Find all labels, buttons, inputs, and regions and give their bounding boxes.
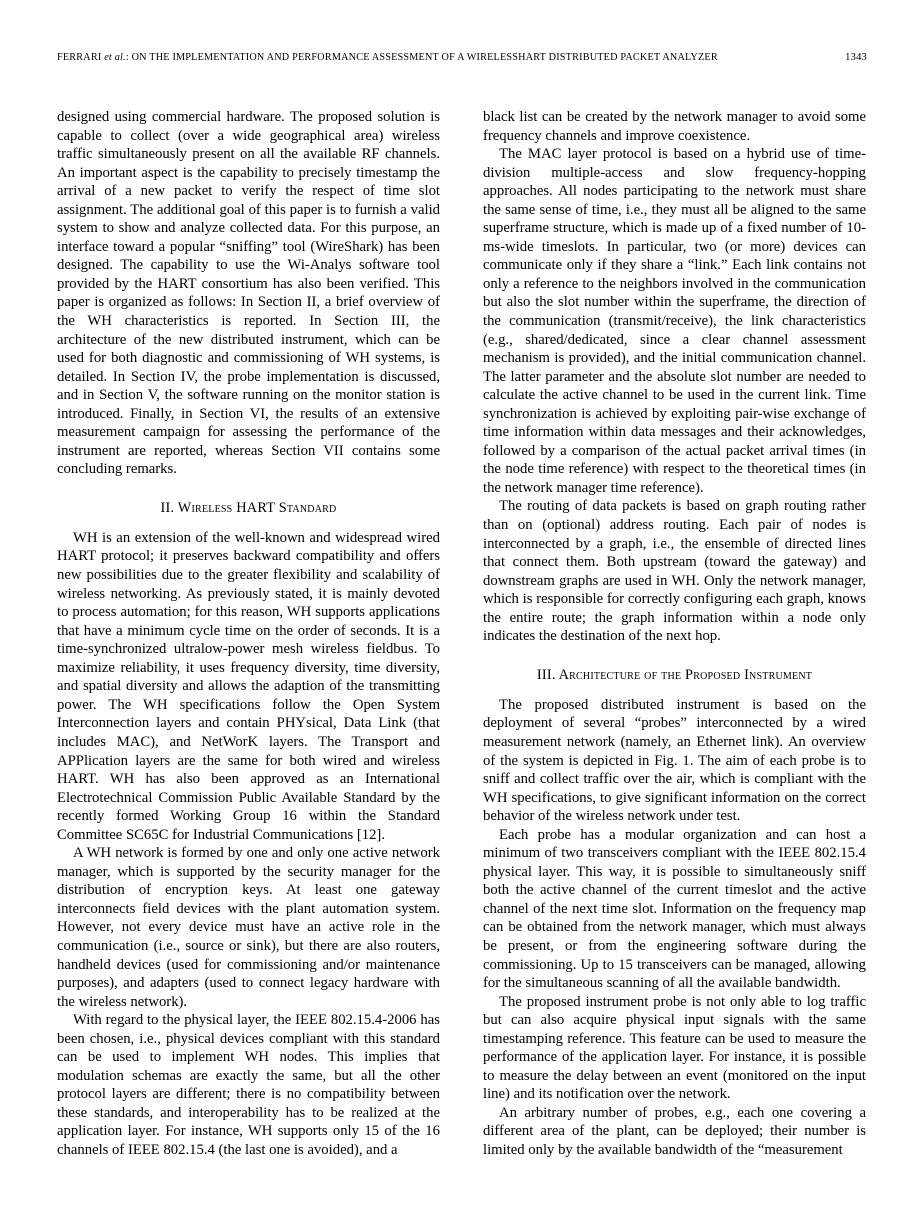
section-heading-2: II. Wireless HART Standard — [160, 499, 337, 516]
paragraph: designed using commercial hardware. The proposed solution is capable to collect (over a wide geographical area) wireless traffic simultaneously present on all the available RF channels. An important aspect is the capability to precisely timestamp the arrival of a new packet to verify the respect of time slot assignment. The additional goal of this paper is to furnish a valid system to show and analyze collected data. For this purpose, an interface toward a popular “sniffing” tool (WireShark) has been designed. The capability to use the Wi-Analys software tool provided by the HART consortium has also been verified. This paper is organized as follows: In Section II, a brief overview of the WH characteristics is reported. In Section III, the architecture of the new distributed instrument, which can be used for both diagnostic and commissioning of WH systems, is detailed. In Section IV, the probe implementation is discussed, and in Section V, the software running on the monitor station is introduced. Finally, in Section VI, the results of an extensive measurement campaign for assessing the performance of the instrument are reported, whereas Section VII contains some concluding remarks. — [57, 109, 440, 478]
paragraph: WH is an extension of the well-known and widespread wired HART protocol; it preserves backward compatibility and offers new possibilities due to the greater flexibility and scalability of wireless networking. As previously stated, it is mainly devoted to process automation; for this reason, WH supports applications that have a minimum cycle time on the order of seconds. It is a time-synchronized ultralow-power mesh wireless fieldbus. To maximize reliability, it uses frequency diversity, time diversity, and spatial diversity and allows the adaption of the transmitting power. The WH specifications follow the Open System Interconnection layers and contain PHYsical, Data Link (that includes MAC), and NetWorK layers. The Transport and APPlication layers are the same for both wired and wireless HART. WH has also been approved as an International Electrotechnical Commission Public Available Standard by the recently formed Working Group 16 within the Standard Committee SC65C for Industrial Communications [12]. — [57, 529, 440, 843]
running-head — [57, 52, 867, 63]
paragraph: With regard to the physical layer, the IEEE 802.15.4-2006 has been chosen, i.e., physical devices compliant with this standard can be used to implement WH nodes. This implies that modulation schemas are exactly the same, but all the other protocol layers are different; there is no compatibility between these standards, and interoperability has to be realized at the application layer. For instance, WH supports only 15 of the 16 channels of IEEE 802.15.4 (the last one is avoided), and a — [57, 1012, 440, 1158]
paragraph: black list can be created by the network manager to avoid some frequency channels and improve coexistence. — [483, 109, 866, 144]
paragraph: An arbitrary number of probes, e.g., each one covering a different area of the plant, can be deployed; their number is limited only by the available bandwidth of the “measurement — [483, 1104, 866, 1158]
left-column — [57, 108, 440, 1160]
running-head-prefix: FERRARI — [57, 52, 105, 63]
page-number: 1343 — [845, 52, 867, 63]
running-head-suffix: : ON THE IMPLEMENTATION AND PERFORMANCE ASSESSMENT OF A WIRELESSHART DISTRIBUTED PACKET ANALYZER — [125, 52, 718, 63]
section-heading-3: III. Architecture of the Proposed Instrument — [536, 666, 813, 683]
paragraph: The routing of data packets is based on graph routing rather than on (optional) address routing. Each pair of nodes is interconnected by a graph, i.e., the ensemble of directed lines that connect them. Both upstream (toward the gateway) and downstream graphs are used in WH. Only the network manager, which is responsible for correctly configuring each graph, knows the entire route; the graph information within a node only indicates the destination of the next hop. — [483, 498, 866, 645]
running-head-text — [57, 52, 718, 63]
right-column — [483, 108, 866, 1160]
paragraph: A WH network is formed by one and only one active network manager, which is supported by the security manager for the distribution of encryption keys. At least one gateway interconnects field devices with the plant automation system. However, not every device must have an active role in the communication (i.e., source or sink), but there are also routers, handheld devices (used for commissioning and/or maintenance purposes), and adapters (used to connect legacy hardware with the wireless network). — [57, 845, 440, 1010]
paragraph: The proposed instrument probe is not only able to log traffic but can also acquire physical input signals with the same timestamping reference. This feature can be used to measure the performance of the application layer. For instance, it is possible to measure the delay between an event (monitored on the input line) and its notification over the network. — [483, 993, 866, 1103]
running-head-italic: et al. — [104, 52, 126, 63]
paragraph: Each probe has a modular organization and can host a minimum of two transceivers compliant with the IEEE 802.15.4 physical layer. This way, it is possible to simultaneously sniff both the active channel of the current timeslot and the active channel of the next time slot. Information on the frequency map can be obtained from the network manager, which must always be present, or from the engineering software during the commissioning. Up to 15 transceivers can be managed, allowing for the simultaneous scanning of all the available bandwidth. — [483, 826, 866, 992]
paragraph: The MAC layer protocol is based on a hybrid use of time-division multiple-access and slow frequency-hopping approaches. All nodes participating to the network must share the same sense of time, i.e., they must all be aligned to the same superframe structure, which is made up of a fixed number of 10-ms-wide timeslots. In particular, two (or more) devices can communicate only if they share a “link.” Each link contains not only a reference to the neighbors involved in the communication but also the slot number within the superframe, the direction of the communication (transmit/receive), the link characteristics (e.g., shared/dedicated, since a clear channel assessment mechanism is provided), and the initial communication channel. The latter parameter and the absolute slot number are needed to calculate the active channel to be used in the current link. Time synchronization is achieved by exploiting pair-wise exchange of time information within data messages and their acknowledges, followed by a comparison of the actual packet arrival times (in the node time reference) with respect to the theoretical times (in the network manager time reference). — [483, 146, 866, 496]
two-column-body — [57, 108, 867, 1160]
paragraph: The proposed distributed instrument is based on the deployment of several “probes” interconnected by a wired measurement network (namely, an Ethernet link). An overview of the system is depicted in Fig. 1. The aim of each probe is to sniff and collect traffic over the air, which is compliant with the WH specifications, to give significant information on the correct behavior of the wireless network under test. — [483, 696, 866, 825]
